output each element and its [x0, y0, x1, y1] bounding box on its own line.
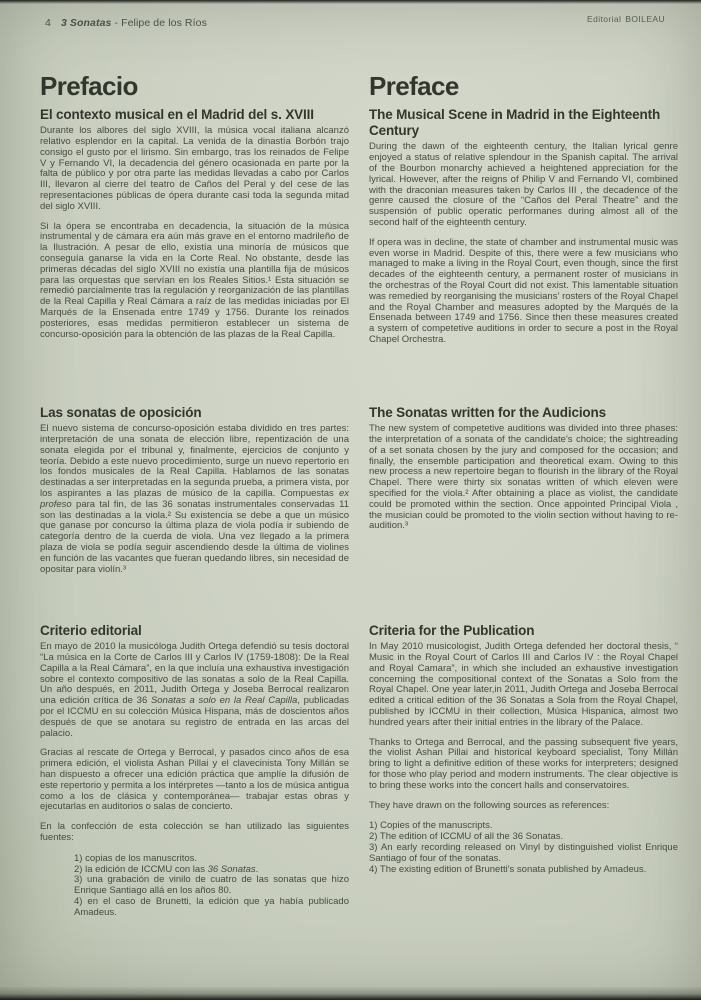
document-title: 3 Sonatas [60, 17, 112, 29]
section-musical-scene [369, 107, 678, 393]
paragraph: Gracias al rescate de Ortega y Berrocal, y pasados cinco años de esa primera edición, el violista Ashan Pillai y el clavecinista Tony Millán se han dispuesto a ofrecer una edición práctica que amplíe la difusión de este repertorio y permita a los intérpretes —tanto a los de música antigua como a los de clásica y contemporánea— trabajar estas obras y ejecutarlas en auditorios o salas de concierto. [40, 747, 349, 813]
paragraph: Durante los albores del siglo XVIII, la música vocal italiana alcanzó relativo esplendor en la capital. La venida de la dinastía Borbón trajo consigo el gusto por el lirismo. Sin embargo, tras los reinados de Felipe V y Fernando VI, la decadencia del género ocasionada en parte por la falta de público y por otra parte las medidas llevadas a cabo por Carlos III, llevaron al cierre del teatro de Caños del Peral y del cese de las representaciones públicas de ópera durante casi toda la segunda mitad del siglo XVIII. [40, 125, 349, 212]
paragraph: En mayo de 2010 la musicóloga Judith Ortega defendió su tesis doctoral “La música en la Corte de Carlos III y Carlos IV (1759-1808): De la Real Capilla a la Real Cámara”, en la que incluía una exhaustiva investigación sobre el contexto compositivo de las sonatas a solo de la Real Capilla. Un año después, en 2011, Judith Ortega y Joseba Berrocal realizaron una edición crítica de 36 Sonatas a solo en la Real Capilla, publicadas por el ICCMU en su colección Música Hispana, más de doscientos años después de que se anotara su registro de entrada en las arcas del palacio. [40, 641, 350, 739]
publisher [587, 14, 665, 24]
page-header [45, 14, 665, 29]
sources-list-spanish [40, 854, 349, 919]
english-column [369, 72, 678, 931]
section-heading: Criterio editorial [40, 623, 142, 639]
list-item: 4) en el caso de Brunetti, la edición que ya había publicado Amadeus. [74, 896, 349, 918]
list-item: 2) la edición de ICCMU con las 36 Sonatas. [74, 863, 259, 875]
two-column-layout [40, 72, 678, 931]
section-heading: Las sonatas de oposición [40, 405, 202, 421]
paragraph: En la confección de esta colección se han utilizado las siguientes fuentes: [40, 821, 349, 844]
section-criteria-publication [369, 623, 678, 875]
list-item: 4) The existing edition of Brunetti's sonata published by Amadeus. [369, 863, 647, 875]
section-sonatas-oposicion [40, 405, 349, 611]
paragraph: The new system of competetive auditions was divided into three phases: the interpretation of a sonata of the candidate's choice; the sightreading of a set sonata chosen by the jury and composed for the occasion; and finally, the ensemble participation and theoretical exam. Owing to this new process a new repertoire began to flourish in the library of the Royal Chapel. There were thirty six sonatas written of which eleven were specified for the viola.² After obtaining a place as violist, the candidate could be promoted within the section. Once appointed Principal Viola , the musician could be promoted to the violin section without having to re-audition.³ [369, 423, 678, 532]
section-contexto-musical [40, 107, 349, 393]
list-item: 1) Copies of the manuscripts. [369, 820, 493, 832]
section-sonatas-audicions [369, 405, 678, 611]
paragraph: They have drawn on the following sources as references: [369, 799, 610, 811]
paragraph: Thanks to Ortega and Berrocal, and the passing subsequent five years, the violist Ashan Pillai and historical keyboard specialist, Tony Millán bring to light a definitive edition of these works for interpreters; designed for those who play period and modern instruments. The clear objective is to bring these works into the concert halls and conservatoires. [369, 736, 678, 791]
sources-list-english [369, 821, 678, 875]
paragraph: El nuevo sistema de concurso-oposición estaba dividido en tres partes: interpretación de una sonata de elección libre, repentización de una sonata elegida por el tribunal y, finalmente, ejercicios de conjunto y teoría. Debido a este nuevo procedimiento, surge un nuevo repertorio en los fondos musicales de la Real Capilla. Hablamos de las sonatas destinadas a ser interpretadas en la segunda prueba, a primera vista, por los aspirantes a las plazas de músico de la capilla. Compuestas ex profeso para tal fin, de las 36 sonatas instrumentales conservadas 11 son las destinadas a la viola.² Su existencia se debe a que un músico que ganase por concurso la última plaza de viola podía ir subiendo de categoría dentro de la cuerda de viola. Una vez llegado a la primera plaza de viola se podía seguir ascendiendo desde la última de violines en función de las vacantes que fueran quedando libres, sin necesidad de opositar para violín.³ [40, 423, 349, 575]
paragraph: Si la ópera se encontraba en decadencia, la situación de la música instrumental y de cámara era aún más grave en el entorno madrileño de la Ilustración. A pesar de ello, existía una minoría de músicos que conseguía ganarse la vida en la Corte Real. No obstante, desde las primeras décadas del siglo XVIII no existía una plantilla fija de músicos para las orquestas que servían en los Reales Sitios.¹ Esta situación se remedió parcialmente tras la regulación y reorganización de las plantillas de la Real Capilla y Real Cámara a raíz de las medidas iniciadas por El Marqués de la Ensenada entre 1749 y 1756. Durante los reinados posteriores, esas medidas permitieron establecer un sistema de concurso-oposición para la obtención de las plazas de la Real Capilla. [40, 220, 349, 340]
running-title [45, 17, 207, 29]
paragraph: During the dawn of the eighteenth century, the Italian lyrical genre enjoyed a status of relative splendour in the Spanish capital. The arrival of the Bourbon monarchy achieved a heightened appreciation for the lyrical. However, after the reigns of Philip V and Fernando VI, combined with the draconian measures taken by Carlos III , the decadence of the genre caused the closure of the “Caños del Peral Theatre” and the suspensión of public operatic performanes during almost all of the second half of the eighteenth century. [369, 141, 678, 229]
publisher-label: Editorial [587, 14, 622, 24]
paragraph: In May 2010 musicologist, Judith Ortega defended her doctoral thesis, “ Music in the Royal Court of Carlos III and Carlos IV : the Royal Chapel and Royal Camara”, in which she included an exhaustive investigation concerning the compositional context of the Sonatas a Solo from the Royal Chapel. One year later,in 2011, Judith Ortega and Joseba Berrocal edited a critical edition of the 36 Sonatas a Sola from the Royal Chapel, published by ICCMU in their collection, Música Hispanica, almost two hundred years after their initial entries in the library of the Palace. [369, 641, 678, 728]
publisher-name: BOILEAU [625, 14, 665, 24]
paragraph: If opera was in decline, the state of chamber and instrumental music was even worse in Madrid. Despite of this, there were a few musicians who managed to make a living in the Royal Court, even though, since the first decades of the eighteenth century, a permanent roster of musicians in the orchestras of the Royal Court did not exist. This lamentable situation was remedied by reorganising the musicians’ rosters of the Royal Chapel and the Royal Chamber and measures adopted by the Marqués de la Ensenada between 1749 and 1756. Since then these measures created a system of competetive auditions in order to secure a post in the Royal Chapel Orchestra. [369, 236, 678, 345]
column-title-spanish: Prefacio [40, 71, 138, 101]
section-heading: The Musical Scene in Madrid in the Eighteenth Century [369, 107, 661, 139]
section-heading: Criteria for the Publication [369, 623, 535, 639]
section-heading: The Sonatas written for the Audicions [369, 405, 606, 421]
list-item: 3) An early recording released on Vinyl by distinguished violist Enrique Santiago of four of the sonatas. [369, 842, 678, 864]
document-author: - Felipe de los Ríos [114, 17, 207, 29]
list-item: 2) The edition of ICCMU of all the 36 Sonatas. [369, 831, 564, 843]
page-number: 4 [45, 17, 51, 29]
spanish-column [40, 72, 349, 931]
column-title-english: Preface [369, 71, 459, 101]
section-heading: El contexto musical en el Madrid del s. XVIII [40, 107, 314, 123]
list-item: 3) una grabación de vinilo de cuatro de las sonatas que hizo Enrique Santiago allá en los años 80. [74, 874, 349, 897]
list-item: 1) copias de los manuscritos. [74, 852, 198, 864]
section-criterio-editorial [40, 623, 349, 919]
